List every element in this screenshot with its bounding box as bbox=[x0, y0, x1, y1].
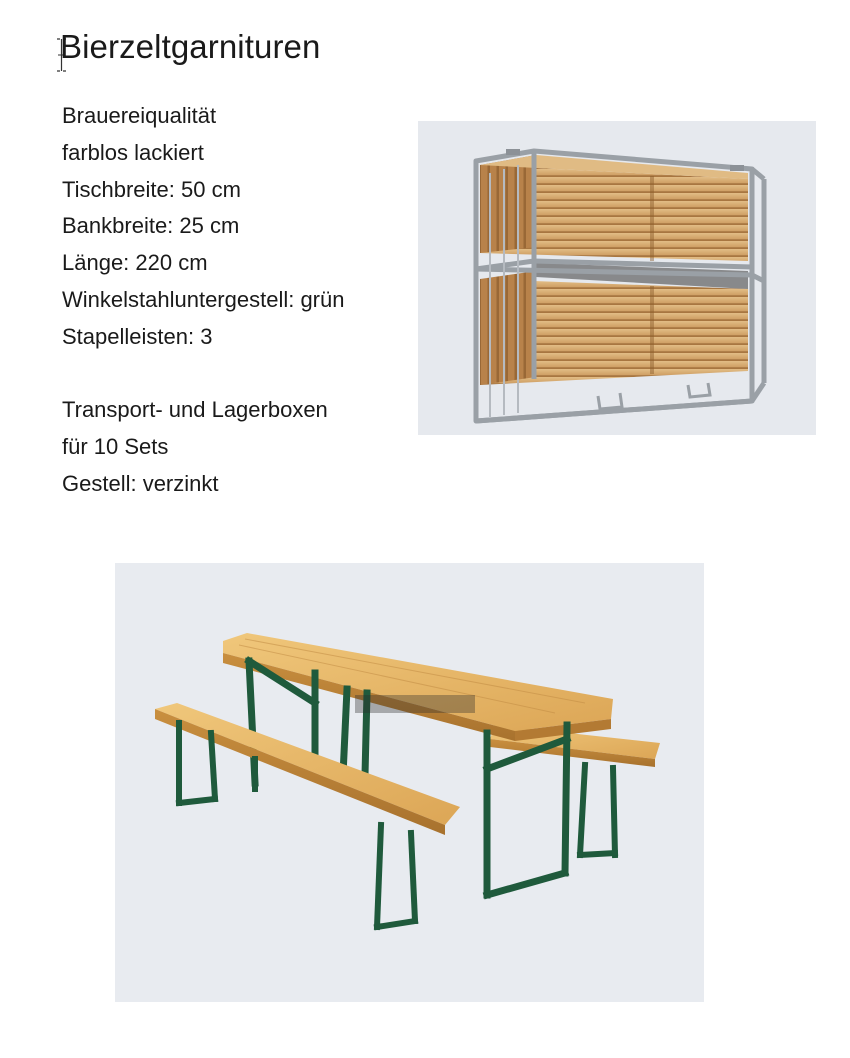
spec-line: Brauereiqualität bbox=[62, 103, 217, 128]
spec-line: für 10 Sets bbox=[62, 434, 169, 460]
spec-line: Stapelleisten: 3 bbox=[62, 323, 213, 349]
spec-line: farblos lackiert bbox=[62, 139, 204, 165]
page-title: Bierzeltgarnituren bbox=[60, 28, 321, 65]
beer-tent-set-photo bbox=[115, 563, 704, 1002]
beer-tent-set-illustration bbox=[115, 563, 704, 1002]
spec-line: Gestell: verzinkt bbox=[62, 470, 219, 496]
spec-line: Länge: 220 cm bbox=[62, 250, 208, 276]
storage-box-photo bbox=[418, 121, 816, 435]
spec-line: Tischbreite: 50 cm bbox=[62, 176, 241, 202]
spec-line: Bankbreite: 25 cm bbox=[62, 213, 240, 239]
spec-blank-line bbox=[62, 356, 344, 393]
storage-box-illustration bbox=[418, 121, 816, 435]
spec-list bbox=[62, 98, 344, 503]
spec-line: Transport- und Lagerboxen bbox=[62, 397, 328, 423]
spec-line: Winkelstahluntergestell: grün bbox=[62, 286, 345, 312]
